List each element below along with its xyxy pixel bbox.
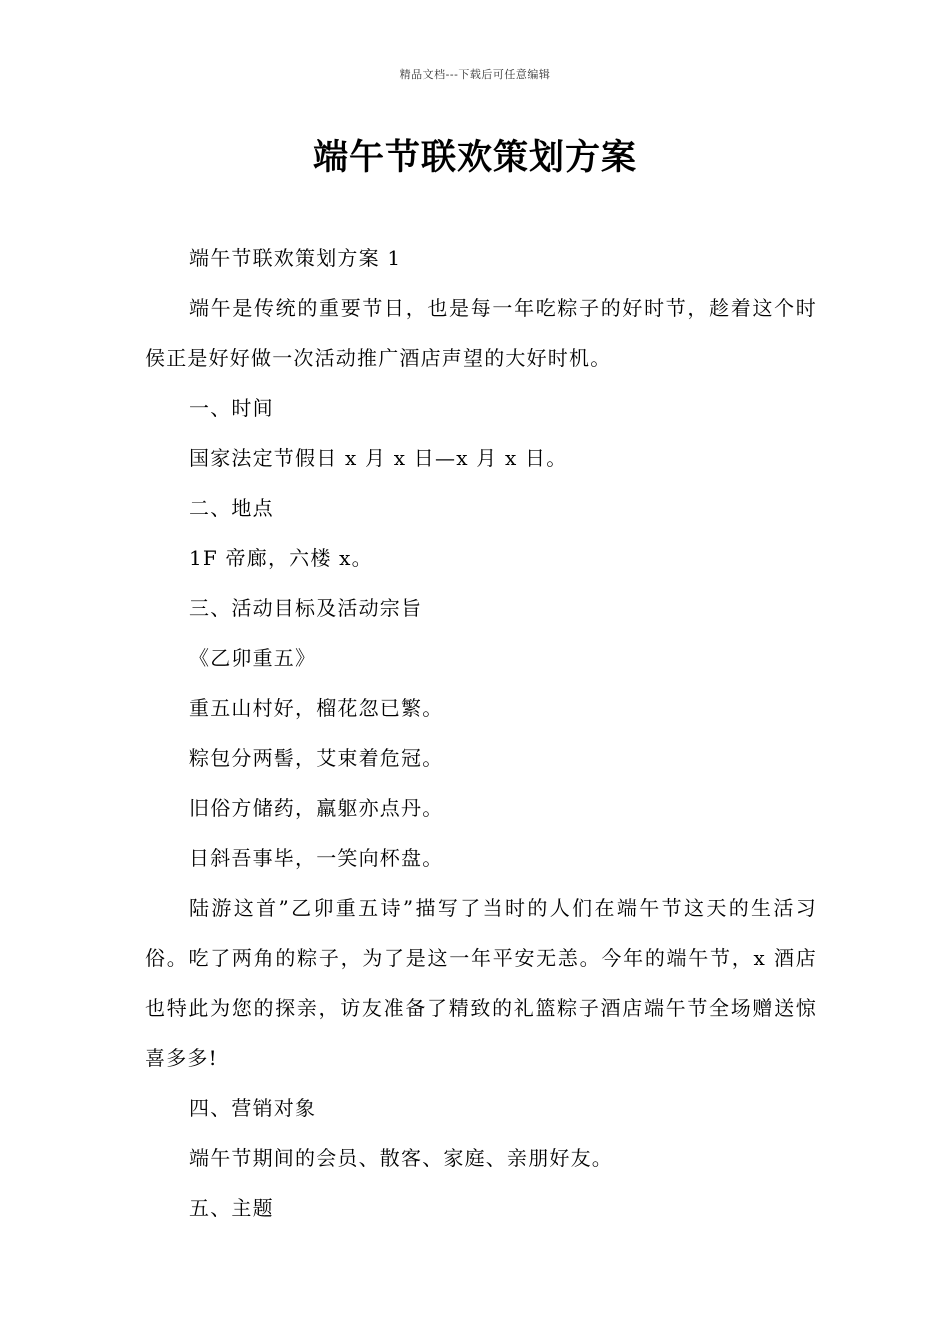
poem-line: 日斜吾事毕，一笑向杯盘。 (189, 846, 444, 870)
document-body (145, 233, 817, 1233)
section-heading-plan-1: 端午节联欢策划方案 1 (189, 246, 402, 270)
poem-title: 《乙卯重五》 (189, 646, 317, 670)
target-detail: 端午节期间的会员、散客、家庭、亲朋好友。 (189, 1146, 613, 1170)
document-title: 端午节联欢策划方案 (312, 137, 637, 178)
section-heading-time: 一、时间 (189, 396, 274, 420)
page-header-note: 精品文档---下载后可任意编辑 (399, 68, 551, 81)
section-heading-location: 二、地点 (189, 496, 274, 520)
intro-paragraph: 端午是传统的重要节日，也是每一年吃粽子的好时节，趁着这个时侯正是好好做一次活动推广酒店声望的大好时机。 (145, 296, 817, 370)
poem-commentary-paragraph: 陆游这首”乙卯重五诗”描写了当时的人们在端午节这天的生活习俗。吃了两角的粽子，为了是这一年平安无恙。今年的端午节，x 酒店也特此为您的探亲，访友准备了精致的礼篮粽子酒店端午节全场赠送惊喜多多! (145, 896, 817, 1070)
poem-line: 粽包分两髻，艾束着危冠。 (189, 746, 444, 770)
section-heading-theme: 五、主题 (189, 1196, 274, 1220)
section-heading-target: 四、营销对象 (189, 1096, 317, 1120)
poem-line: 旧俗方储药，羸躯亦点丹。 (189, 796, 444, 820)
location-detail: 1F 帝廊，六楼 x。 (189, 546, 373, 570)
time-detail: 国家法定节假日 x 月 x 日—x 月 x 日。 (189, 446, 568, 470)
poem-line: 重五山村好，榴花忽已繁。 (189, 696, 444, 720)
section-heading-goals: 三、活动目标及活动宗旨 (189, 596, 423, 620)
